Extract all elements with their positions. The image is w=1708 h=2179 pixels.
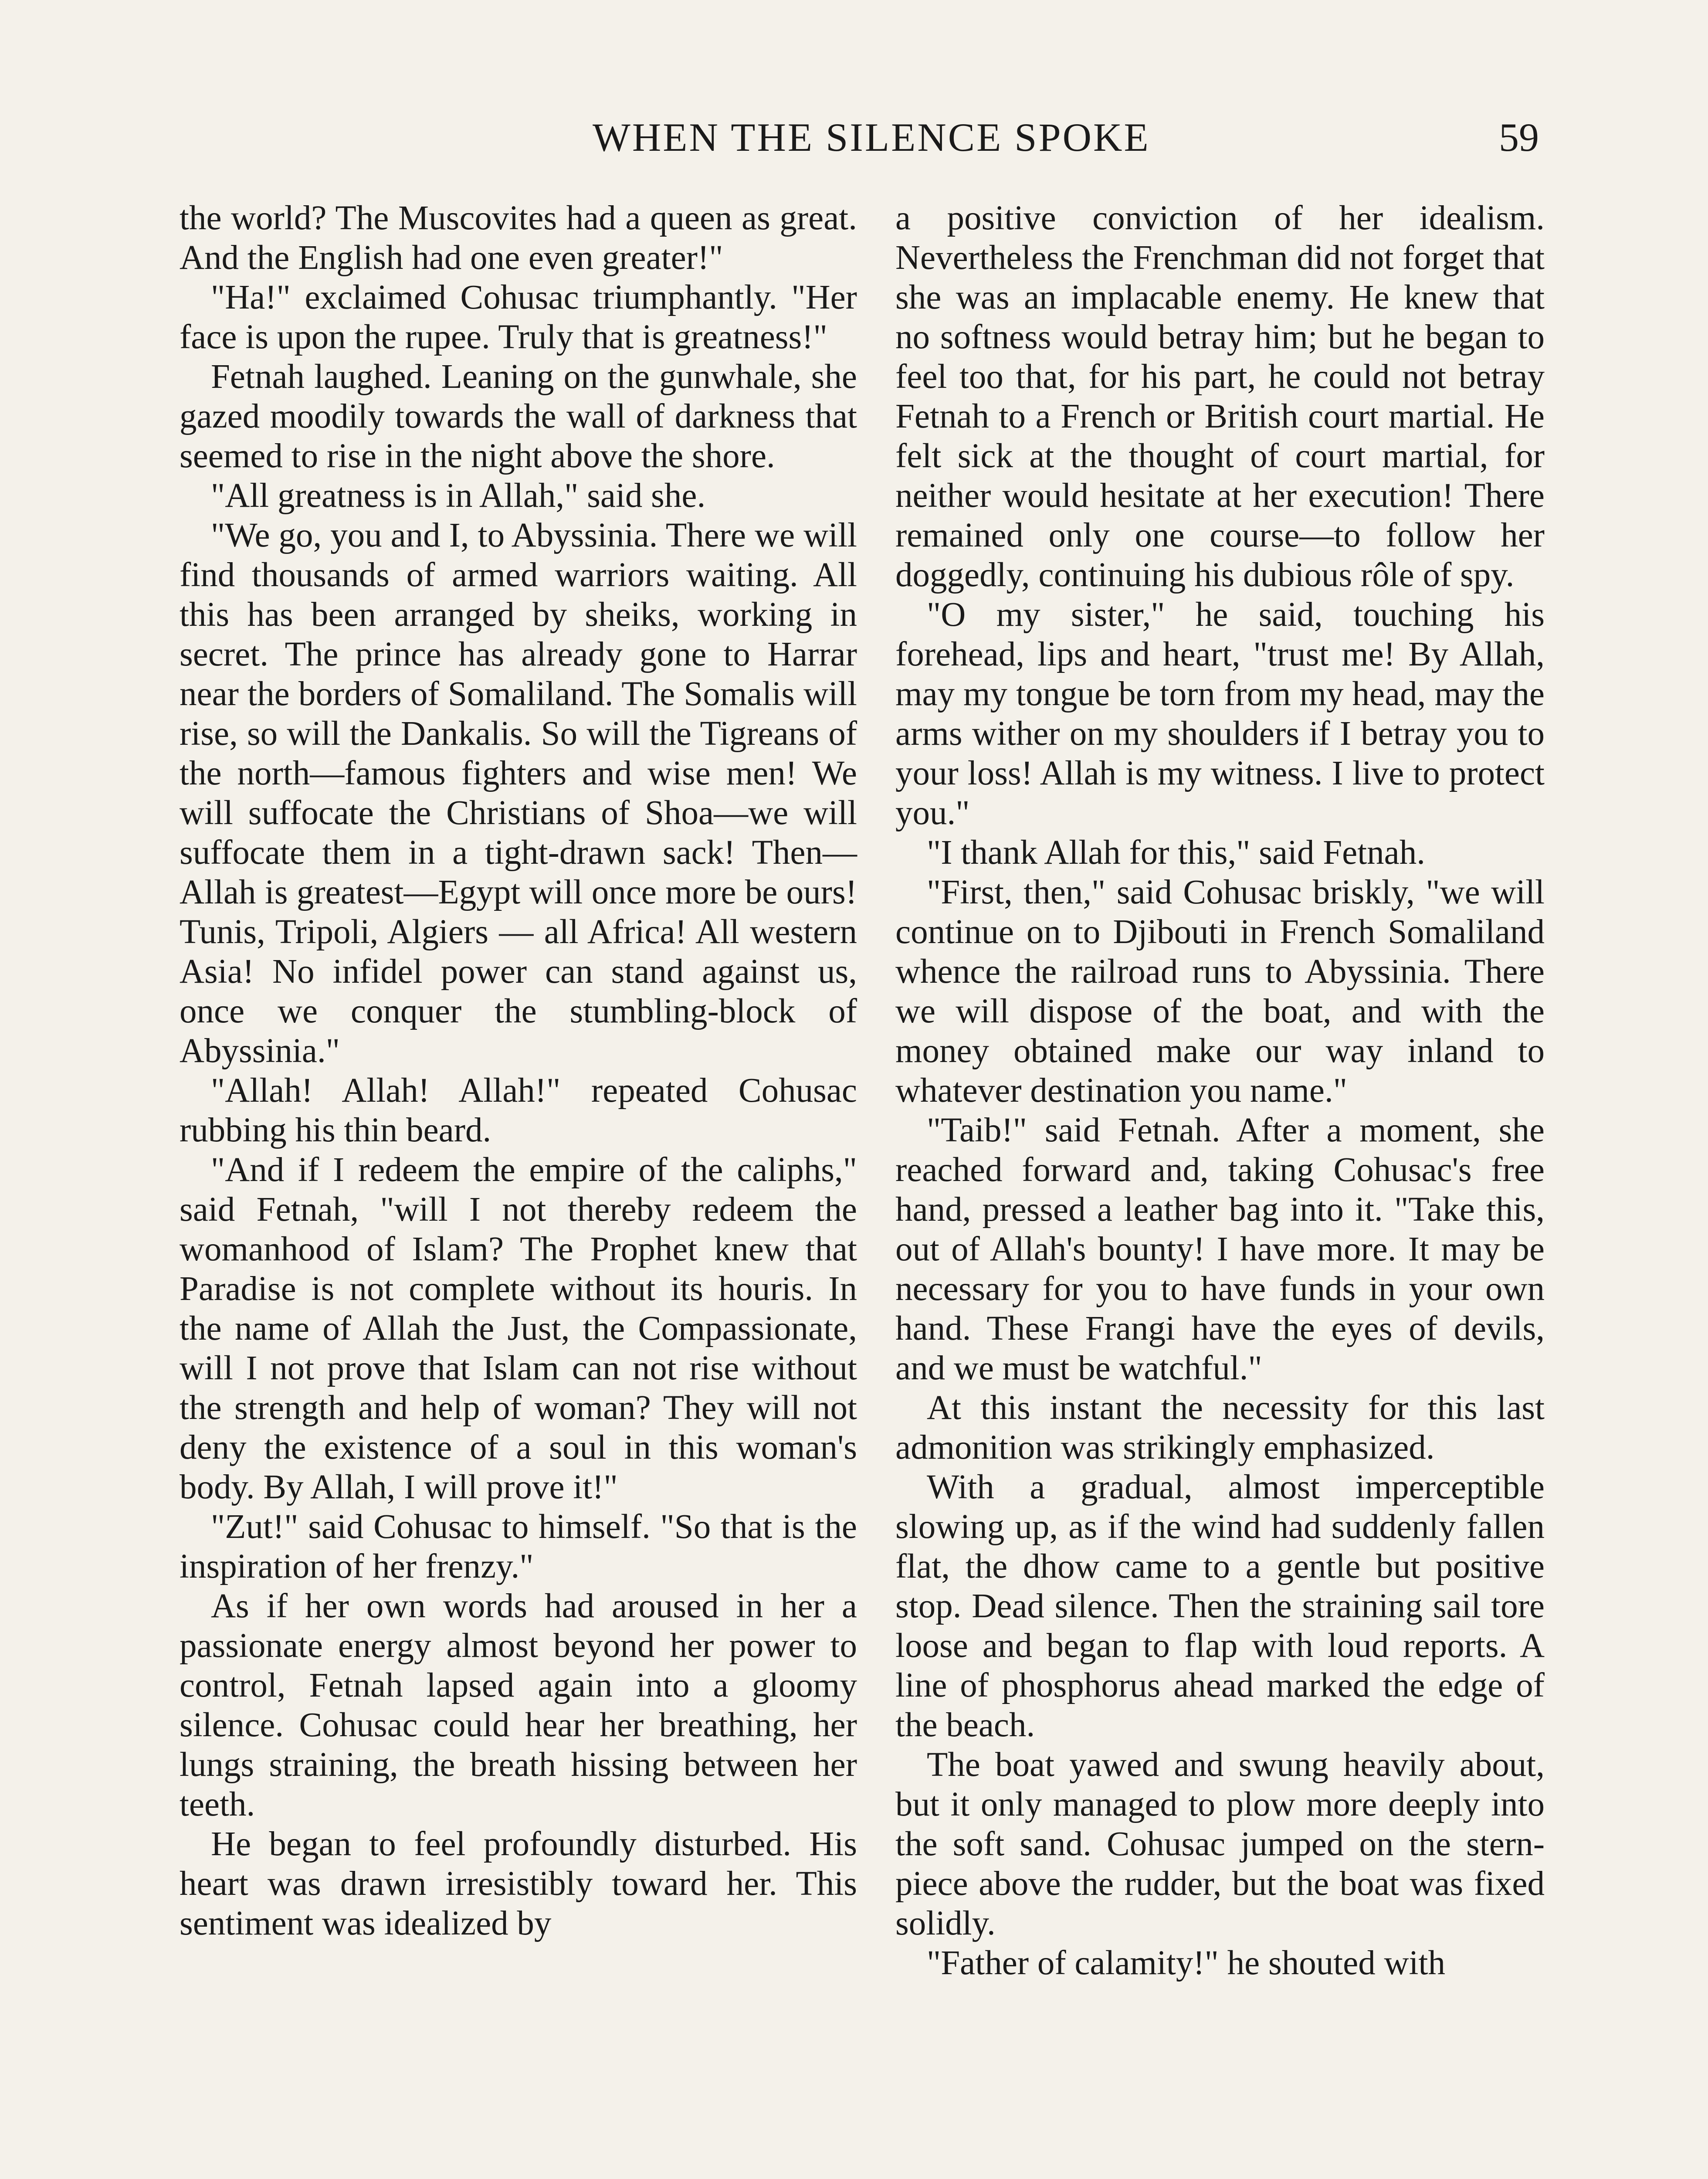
paragraph: "Zut!" said Cohusac to himself. "So that is the inspiration of her frenzy."	[180, 1508, 857, 1585]
paragraph: "Ha!" exclaimed Cohusac triumphantly. "Her face is upon the rupee. Truly that is greatness!"	[180, 278, 857, 356]
paragraph: "Taib!" said Fetnah. After a moment, she reached forward and, taking Cohusac's free hand, pressed a leather bag into it. "Take this, out of Allah's bounty! I have more. It may be necessary for you to have funds in your own hand. These Frangi have the eyes of devils, and we must be watchful."	[895, 1111, 1545, 1387]
paragraph: the world? The Muscovites had a queen as great. And the English had one even greater!"	[180, 199, 857, 277]
paragraph: With a gradual, almost imperceptible slowing up, as if the wind had suddenly fallen flat, the dhow came to a gentle but positive stop. Dead silence. Then the straining sail tore loose and began to flap with loud reports. A line of phosphorus ahead marked the edge of the beach.	[895, 1468, 1545, 1744]
paragraph: "And if I redeem the empire of the caliphs," said Fetnah, "will I not thereby redeem the womanhood of Islam? The Prophet knew that Paradise is not complete without its houris. In the name of Allah the Just, the Compassionate, will I not prove that Islam can not rise without the strength and help of woman? They will not deny the existence of a soul in this woman's body. By Allah, I will prove it!"	[180, 1151, 857, 1506]
paragraph: "All greatness is in Allah," said she.	[211, 477, 706, 515]
paragraph: The boat yawed and swung heavily about, but it only managed to plow more deeply into the soft sand. Cohusac jumped on the stern-piece above the rudder, but the boat was fixed solidly.	[895, 1746, 1545, 1942]
running-title: WHEN THE SILENCE SPOKE	[593, 115, 1150, 160]
paragraph: "Father of calamity!" he shouted with	[927, 1944, 1445, 1982]
paragraph: At this instant the necessity for this last admonition was strikingly emphasized.	[895, 1389, 1545, 1466]
paragraph: "O my sister," he said, touching his forehead, lips and heart, "trust me! By Allah, may my tongue be torn from my head, may the arms wither on my shoulders if I betray you to your loss! Allah is my witness. I live to protect you."	[895, 596, 1545, 832]
paragraph: "First, then," said Cohusac briskly, "we will continue on to Djibouti in French Somaliland whence the railroad runs to Abyssinia. There we will dispose of the boat, and with the money obtained make our way inland to whatever destination you name."	[895, 873, 1545, 1110]
paragraph: "We go, you and I, to Abyssinia. There we will find thousands of armed warriors waiting. All this has been arranged by sheiks, working in secret. The prince has already gone to Harrar near the borders of Somaliland. The Somalis will rise, so will the Dankalis. So will the Tigreans of the north—famous fighters and wise men! We will suffocate the Christians of Shoa—we will suffocate them in a tight-drawn sack! Then—Allah is greatest—Egypt will once more be ours! Tunis, Tripoli, Algiers — all Africa! All western Asia! No infidel power can stand against us, once we conquer the stumbling-block of Abyssinia."	[180, 516, 857, 1070]
page-number: 59	[1499, 115, 1539, 160]
paragraph: a positive conviction of her idealism. Nevertheless the Frenchman did not forget that she was an implacable enemy. He knew that no softness would betray him; but he began to feel too that, for his part, he could not betray Fetnah to a French or British court martial. He felt sick at the thought of court martial, for neither would hesitate at her execution! There remained only one course—to follow her doggedly, continuing his dubious rôle of spy.	[895, 199, 1545, 594]
paragraph: Fetnah laughed. Leaning on the gunwhale, she gazed moodily towards the wall of darkness that seemed to rise in the night above the shore.	[180, 358, 857, 475]
paragraph: As if her own words had aroused in her a passionate energy almost beyond her power to control, Fetnah lapsed again into a gloomy silence. Cohusac could hear her breathing, her lungs straining, the breath hissing between her teeth.	[180, 1587, 857, 1823]
right-column	[895, 198, 1545, 1983]
paragraph: "I thank Allah for this," said Fetnah.	[927, 834, 1425, 872]
paragraph: "Allah! Allah! Allah!" repeated Cohusac rubbing his thin beard.	[180, 1072, 857, 1149]
left-column	[180, 198, 857, 1943]
paragraph: He began to feel profoundly disturbed. His heart was drawn irresistibly toward her. This sentiment was idealized by	[180, 1825, 857, 1942]
